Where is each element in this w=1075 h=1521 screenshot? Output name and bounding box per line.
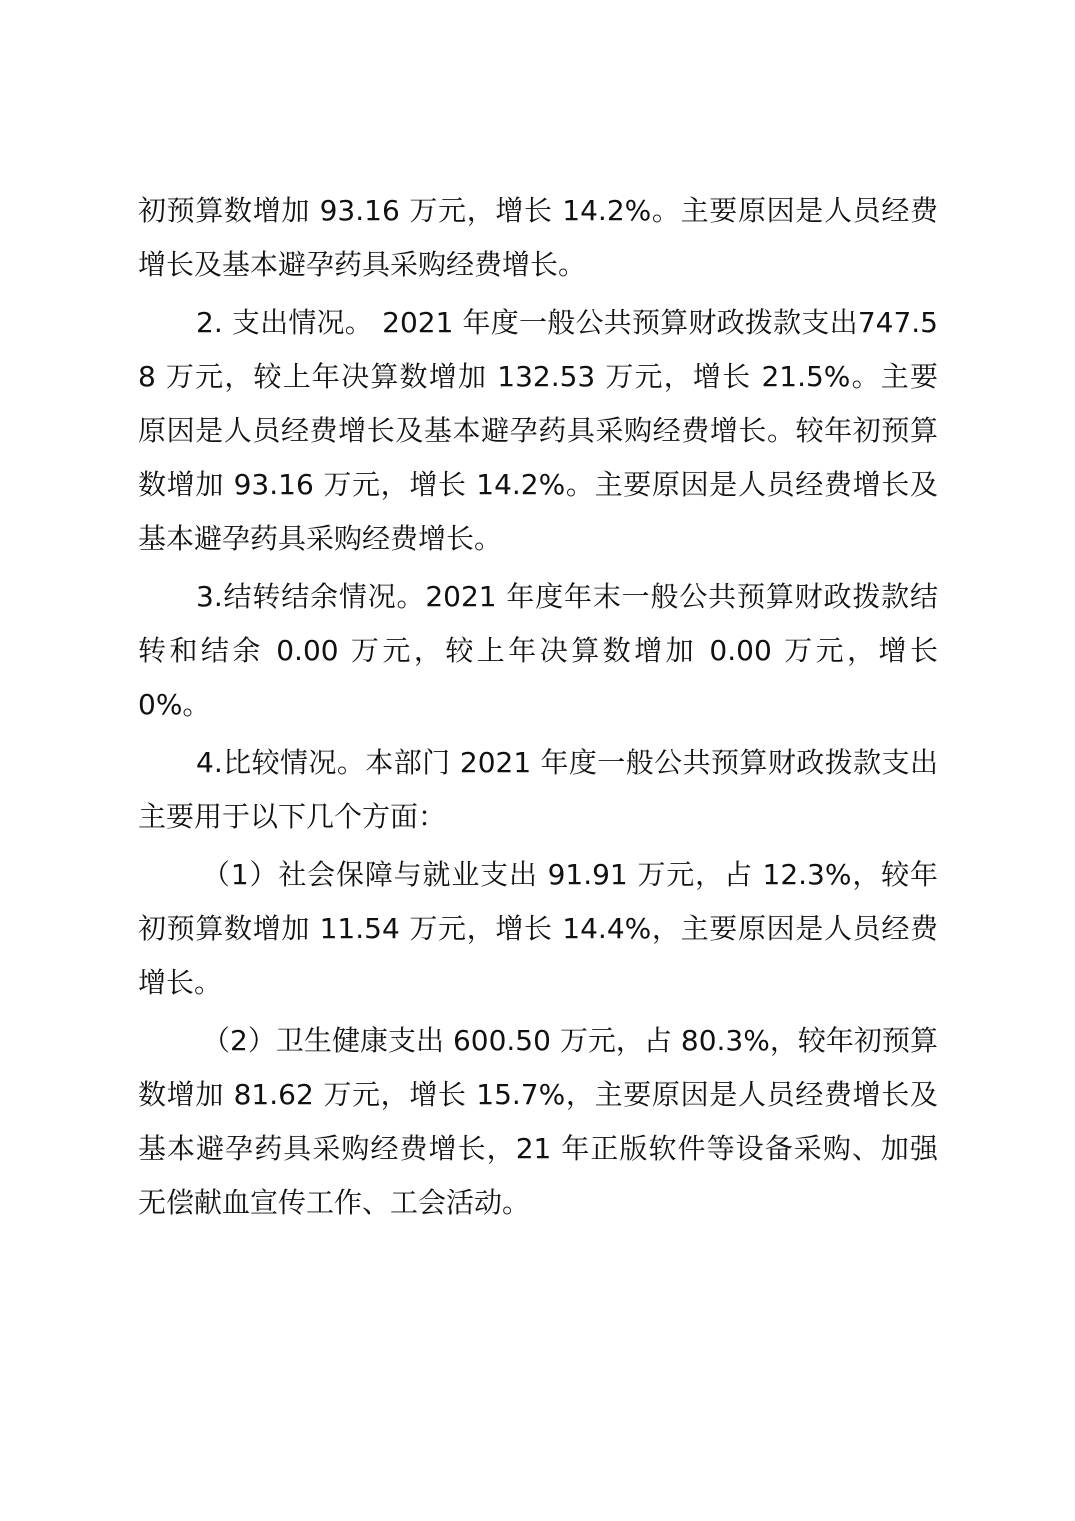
paragraph-expenditure: 2. 支出情况。 2021 年度一般公共预算财政拨款支出747.58 万元，较上年决算数增加 132.53 万元，增长 21.5%。主要原因是人员经费增长及基本避孕药具采购经费增长。较年初预算数增加 93.16 万元，增长 14.2%。主要原因是人员经费增长及基本避孕药具采购经费增长。 xyxy=(138,306,938,555)
paragraph-budget-continuation: 初预算数增加 93.16 万元，增长 14.2%。主要原因是人员经费增长及基本避孕药具采购经费增长。 xyxy=(138,194,938,281)
paragraph-social-security: （1）社会保障与就业支出 91.91 万元，占 12.3%，较年初预算数增加 11.54 万元，增长 14.4%，主要原因是人员经费增长。 xyxy=(138,858,938,999)
paragraph-carryover: 3.结转结余情况。2021 年度年末一般公共预算财政拨款结转和结余 0.00 万元，较上年决算数增加 0.00 万元，增长 0%。 xyxy=(138,580,938,721)
document-body xyxy=(138,184,938,1230)
paragraph-health: （2）卫生健康支出 600.50 万元，占 80.3%，较年初预算数增加 81.62 万元，增长 15.7%，主要原因是人员经费增长及基本避孕药具采购经费增长，21 年正版软件等设备采购、加强无偿献血宣传工作、工会活动。 xyxy=(138,1024,938,1219)
paragraph-comparison: 4.比较情况。本部门 2021 年度一般公共预算财政拨款支出主要用于以下几个方面： xyxy=(138,746,938,833)
